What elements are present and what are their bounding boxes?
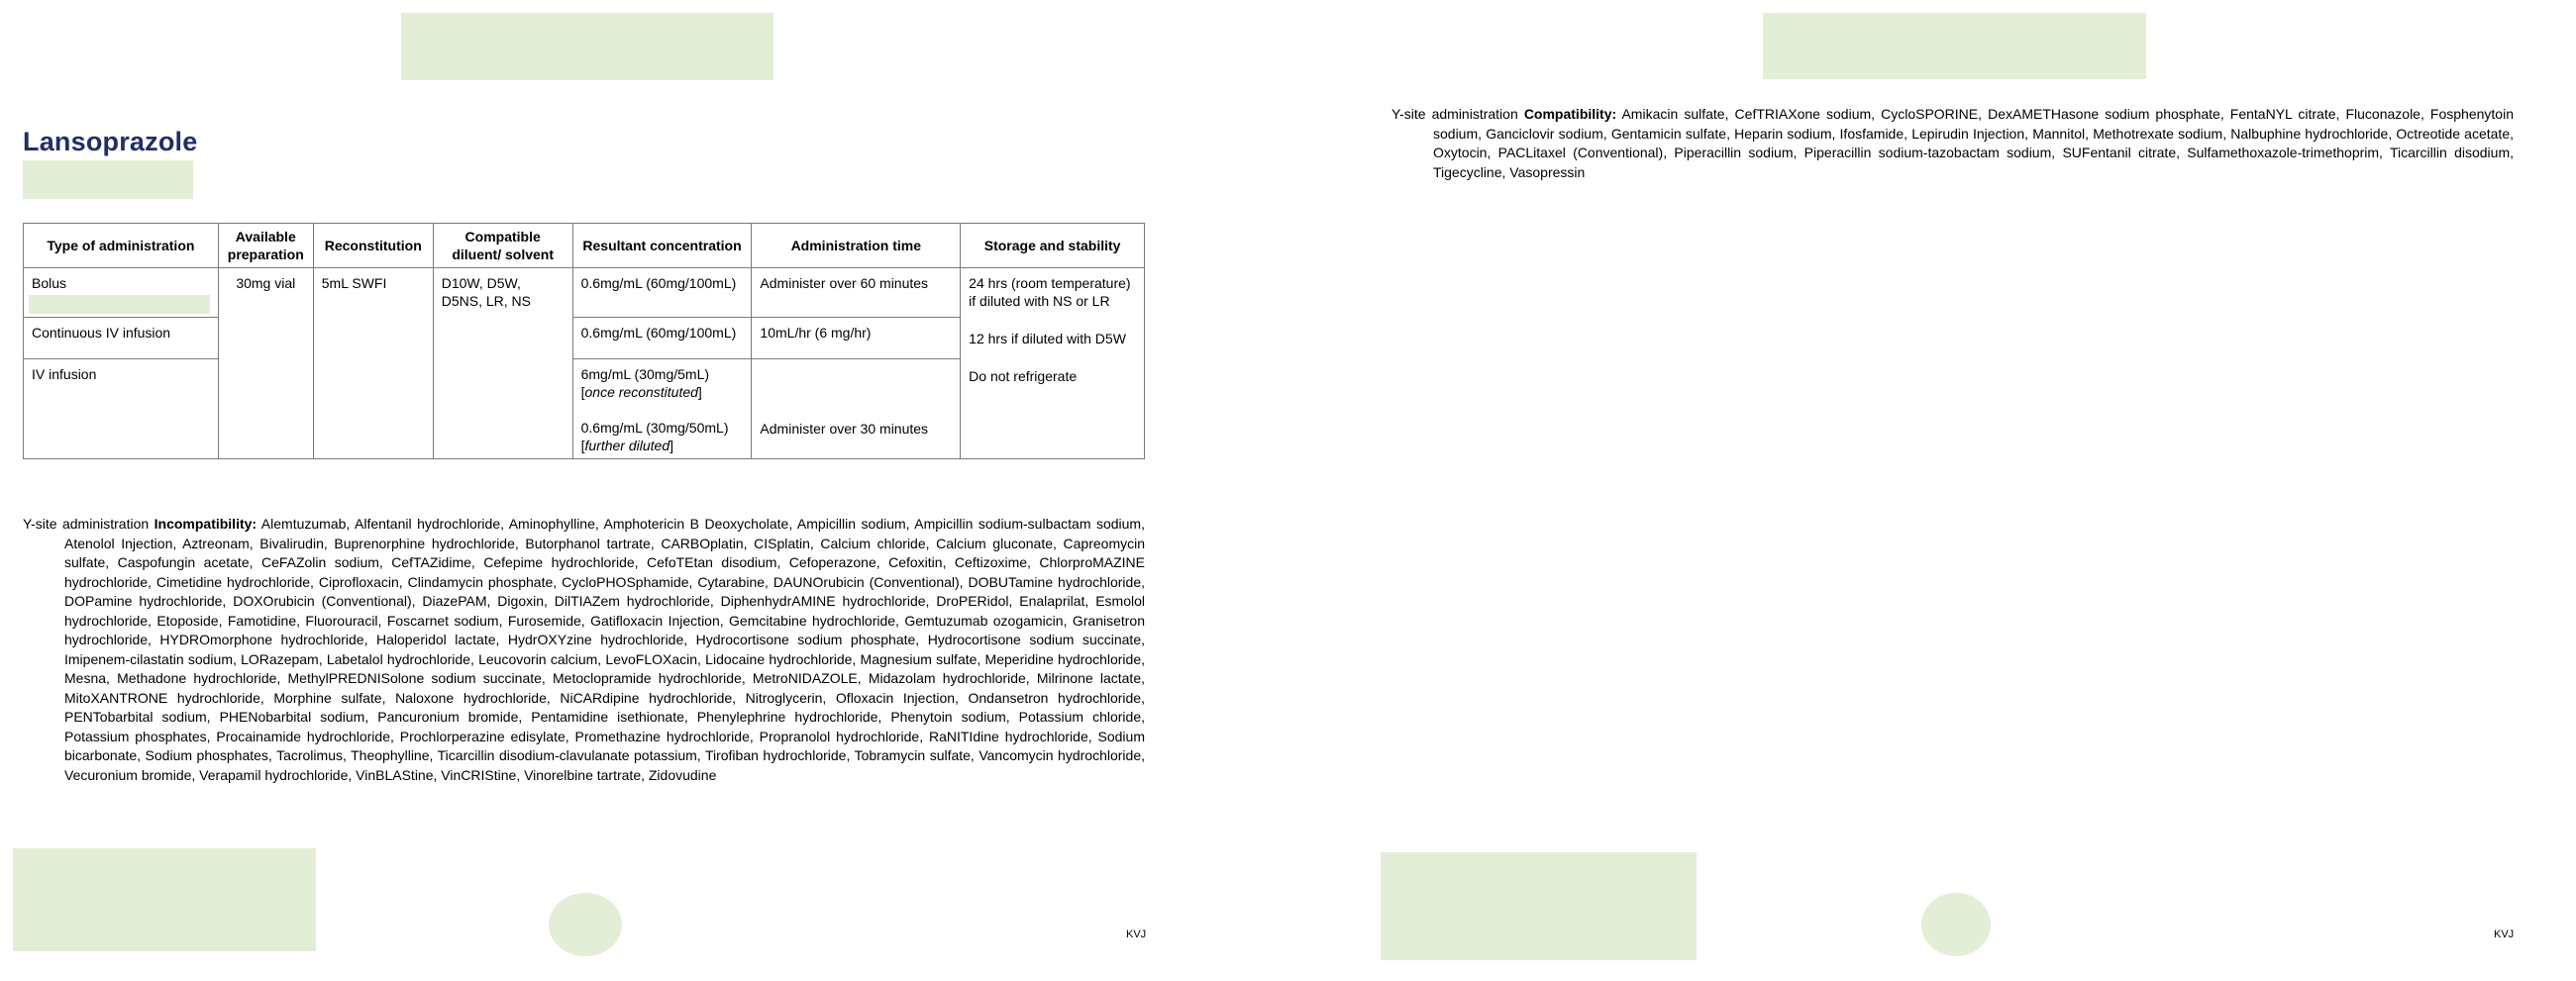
header-resultant-concentration: Resultant concentration <box>572 224 752 268</box>
footer-placeholder-block <box>13 848 316 951</box>
available-preparation-cell: 30mg vial <box>218 268 313 459</box>
incompatibility-prefix: Y-site administration <box>23 516 155 532</box>
header-type-of-administration: Type of administration <box>24 224 219 268</box>
type-bolus <box>24 268 218 317</box>
footer-initials: KVJ <box>1126 929 1147 940</box>
admin-time-iv: Administer over 30 minutes <box>752 358 960 458</box>
concentration-iv-reconstituted: 6mg/mL (30mg/5mL) <box>580 366 710 382</box>
resultant-concentration-cell <box>572 268 752 459</box>
footer-initials: KVJ <box>2494 929 2515 940</box>
reconstitution-cell: 5mL SWFI <box>313 268 433 459</box>
concentration-iv-diluted-note: [further diluted] <box>580 438 673 453</box>
header-compatible-diluent: Compatible diluent/ solvent <box>433 224 572 268</box>
compatibility-list: Amikacin sulfate, CefTRIAXone sodium, CycloSPORINE, DexAMETHasone sodium phosphate, FentaNYL citrate, Fluconazole, Fosphenytoin sodium, Ganciclovir sodium, Gentamicin sulfate, Heparin sodium, Ifosfamide, Lepirudin Injection, Mannitol, Methotrexate sodium, Nalbuphine hydrochloride, Octreotide acetate, Oxytocin, PACLitaxel (Conventional), Piperacillin sodium, Piperacillin sodium-tazobactam sodium, SUFentanil citrate, Sulfamethoxazole-trimethoprim, Ticarcillin disodium, Tigecycline, Vasopressin <box>1433 106 2514 180</box>
concentration-iv <box>573 358 752 458</box>
header-available-preparation: Available preparation <box>218 224 313 268</box>
compatibility-paragraph <box>1391 105 2514 182</box>
subtitle-placeholder-block <box>23 160 193 199</box>
bolus-placeholder-block <box>29 295 210 314</box>
compatible-diluent-cell: D10W, D5W, D5NS, LR, NS <box>433 268 572 459</box>
type-of-administration-cell <box>24 268 219 459</box>
concentration-continuous: 0.6mg/mL (60mg/100mL) <box>573 317 752 358</box>
administration-table <box>23 223 1145 459</box>
storage-refrigerate: Do not refrigerate <box>969 368 1078 384</box>
admin-time-continuous: 10mL/hr (6 mg/hr) <box>752 317 960 358</box>
compatibility-label: Compatibility: <box>1523 106 1617 122</box>
document-page-2 <box>1288 0 2575 981</box>
compatibility-prefix: Y-site administration <box>1391 106 1524 122</box>
incompatibility-paragraph <box>23 515 1145 785</box>
footer-placeholder-circle <box>1921 893 1991 956</box>
footer-placeholder-block <box>1381 852 1697 960</box>
administration-time-cell <box>752 268 961 459</box>
incompatibility-list: Alemtuzumab, Alfentanil hydrochloride, Aminophylline, Amphotericin B Deoxycholate, Ampicillin sodium, Ampicillin sodium-sulbactam sodium, Atenolol Injection, Aztreonam, Bivalirudin, Buprenorphine hydrochloride, Butorphanol tartrate, CARBOplatin, CISplatin, Calcium chloride, Calcium gluconate, Capreomycin sulfate, Caspofungin acetate, CeFAZolin sodium, CefTAZidime, Cefepime hydrochloride, CefoTEtan disodium, Cefoperazone, Cefoxitin, Ceftizoxime, ChlorproMAZINE hydrochloride, Cimetidine hydrochloride, Ciprofloxacin, Clindamycin phosphate, CycloPHOSphamide, Cytarabine, DAUNOrubicin (Conventional), DOBUTamine hydrochloride, DOPamine hydrochloride, DOXOrubicin (Conventional), DiazePAM, Digoxin, DilTIAZem hydrochloride, DiphenhydrAMINE hydrochloride, DroPERidol, Enalaprilat, Esmolol hydrochloride, Etoposide, Famotidine, Fluorouracil, Foscarnet sodium, Furosemide, Gatifloxacin Injection, Gemcitabine hydrochloride, Gemtuzumab ozogamicin, Granisetron hydrochloride, HYDROmorphone hydrochloride, Haloperidol lactate, HydrOXYzine hydrochloride, Hydrocortisone sodium phosphate, Hydrocortisone sodium succinate, Imipenem-cilastatin sodium, LORazepam, Labetalol hydrochloride, Leucovorin calcium, LevoFLOXacin, Lidocaine hydrochloride, Magnesium sulfate, Meperidine hydrochloride, Mesna, Methadone hydrochloride, MethylPREDNISolone sodium succinate, Metoclopramide hydrochloride, MetroNIDAZOLE, Midazolam hydrochloride, Milrinone lactate, MitoXANTRONE hydrochloride, Morphine sulfate, Naloxone hydrochloride, NiCARdipine hydrochloride, Nitroglycerin, Ofloxacin Injection, Ondansetron hydrochloride, PENTobarbital sodium, PHENobarbital sodium, Pancuronium bromide, Pentamidine isethionate, Phenylephrine hydrochloride, Phenytoin sodium, Potassium chloride, Potassium phosphates, Procainamide hydrochloride, Prochlorperazine edisylate, Promethazine hydrochloride, Propranolol hydrochloride, RaNITIdine hydrochloride, Sodium bicarbonate, Sodium phosphates, Tacrolimus, Theophylline, Ticarcillin disodium-clavulanate potassium, Tirofiban hydrochloride, Tobramycin sulfate, Vancomycin hydrochloride, Vecuronium bromide, Verapamil hydrochloride, VinBLAStine, VinCRIStine, Vinorelbine tartrate, Zidovudine <box>64 516 1145 783</box>
header-placeholder-block <box>401 13 773 80</box>
concentration-bolus: 0.6mg/mL (60mg/100mL) <box>580 275 737 291</box>
storage-stability-cell <box>961 268 1145 459</box>
admin-time-bolus: Administer over 60 minutes <box>760 275 929 291</box>
header-storage-stability: Storage and stability <box>961 224 1145 268</box>
type-bolus-label: Bolus <box>32 275 67 291</box>
concentration-iv-reconstituted-note: [once reconstituted] <box>580 384 702 400</box>
type-continuous: Continuous IV infusion <box>24 317 218 358</box>
table-row <box>24 268 1145 459</box>
table-header-row <box>24 224 1145 268</box>
storage-d5w: 12 hrs if diluted with D5W <box>969 331 1126 346</box>
header-placeholder-block <box>1763 13 2146 79</box>
header-reconstitution: Reconstitution <box>313 224 433 268</box>
incompatibility-label: Incompatibility: <box>154 516 258 532</box>
type-iv-infusion: IV infusion <box>24 358 218 458</box>
header-administration-time: Administration time <box>752 224 961 268</box>
concentration-iv-diluted: 0.6mg/mL (30mg/50mL) <box>580 420 729 436</box>
drug-title: Lansoprazole <box>23 127 198 156</box>
footer-placeholder-circle <box>549 893 622 956</box>
storage-room-temp: 24 hrs (room temperature) if diluted with NS or LR <box>969 275 1131 309</box>
